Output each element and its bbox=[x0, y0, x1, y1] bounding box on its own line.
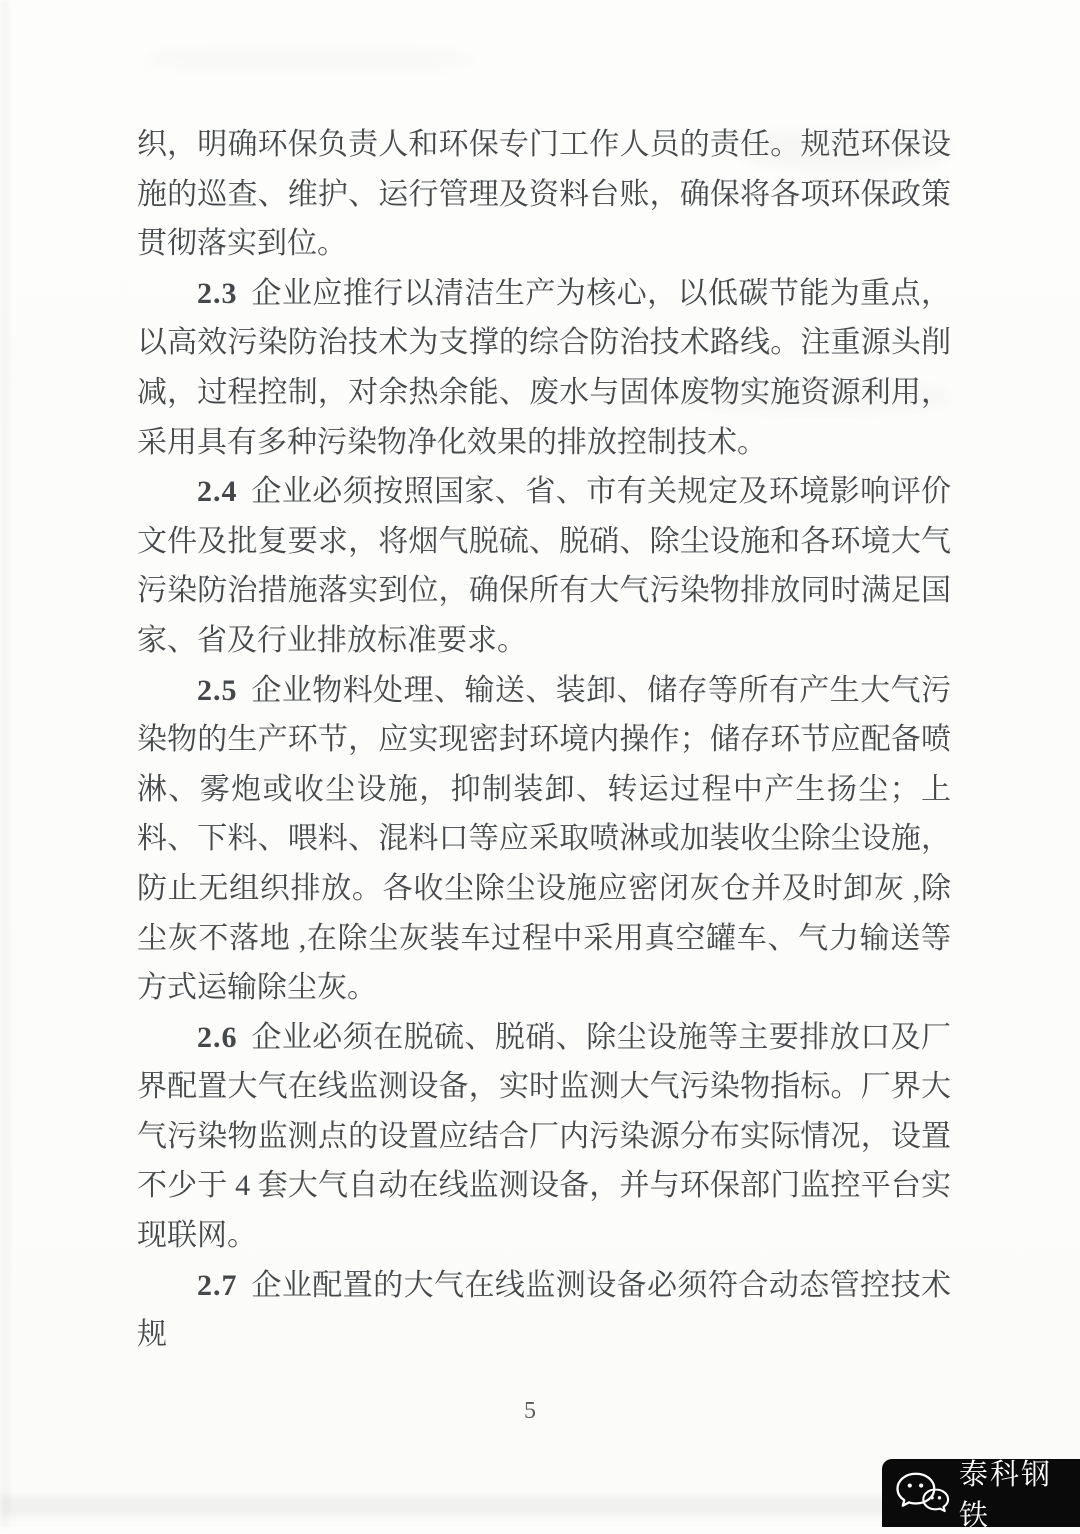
paragraph-text: 织，明确环保负责人和环保专门工作人员的责任。规范环保设施的巡查、维护、运行管理及资料台账，确保将各项环保政策贯彻落实到位。 bbox=[137, 128, 951, 261]
section-number: 2.5 bbox=[197, 673, 238, 707]
paragraph-text: 企业必须在脱硫、脱硝、除尘设施等主要排放口及厂界配置大气在线监测设备，实时监测大气污染物指标。厂界大气污染物监测点的设置应结合厂内污染源分布实际情况，设置不少于 4 套大气自动在线监测设备，并与环保部门监控平台实现联网。 bbox=[137, 1020, 951, 1253]
paragraph bbox=[137, 1013, 951, 1261]
wechat-watermark-badge bbox=[882, 1459, 1080, 1532]
paragraph bbox=[137, 120, 951, 269]
paragraph-text: 企业配置的大气在线监测设备必须符合动态管控技术规 bbox=[137, 1268, 951, 1352]
paragraph bbox=[137, 467, 951, 665]
section-number: 2.7 bbox=[197, 1268, 238, 1302]
wechat-badge-label: 泰科钢铁 bbox=[959, 1459, 1053, 1532]
paragraph bbox=[137, 1261, 951, 1360]
scan-artifact bbox=[150, 46, 470, 72]
text-column bbox=[137, 120, 951, 1360]
section-number: 2.6 bbox=[197, 1020, 238, 1054]
section-number: 2.4 bbox=[197, 475, 238, 509]
wechat-icon bbox=[894, 1471, 950, 1515]
paragraph-text: 企业应推行以清洁生产为核心，以低碳节能为重点，以高效污染防治技术为支撑的综合防治技术路线。注重源头削减，过程控制，对余热余能、废水与固体废物实施资源利用，采用具有多种污染物净化效果的排放控制技术。 bbox=[137, 276, 951, 459]
section-number: 2.3 bbox=[197, 276, 238, 310]
paragraph bbox=[137, 666, 951, 1013]
page-number: 5 bbox=[524, 1398, 536, 1424]
paragraph bbox=[137, 269, 951, 467]
paragraph-text: 企业物料处理、输送、装卸、储存等所有产生大气污染物的生产环节，应实现密封环境内操作；储存环节应配备喷淋、雾炮或收尘设施，抑制装卸、转运过程中产生扬尘；上料、下料、喂料、混料口等应采取喷淋或加装收尘除尘设施，防止无组织排放。各收尘除尘设施应密闭灰仓并及时卸灰 ,除尘灰不落地 ,在除尘灰装车过程中采用真空罐车、气力输送等方式运输除尘灰。 bbox=[137, 673, 951, 1005]
scan-artifact bbox=[0, 0, 10, 1527]
paragraph-text: 企业必须按照国家、省、市有关规定及环境影响评价文件及批复要求，将烟气脱硫、脱硝、除尘设施和各环境大气污染防治措施落实到位，确保所有大气污染物排放同时满足国家、省及行业排放标准要求。 bbox=[137, 475, 951, 657]
